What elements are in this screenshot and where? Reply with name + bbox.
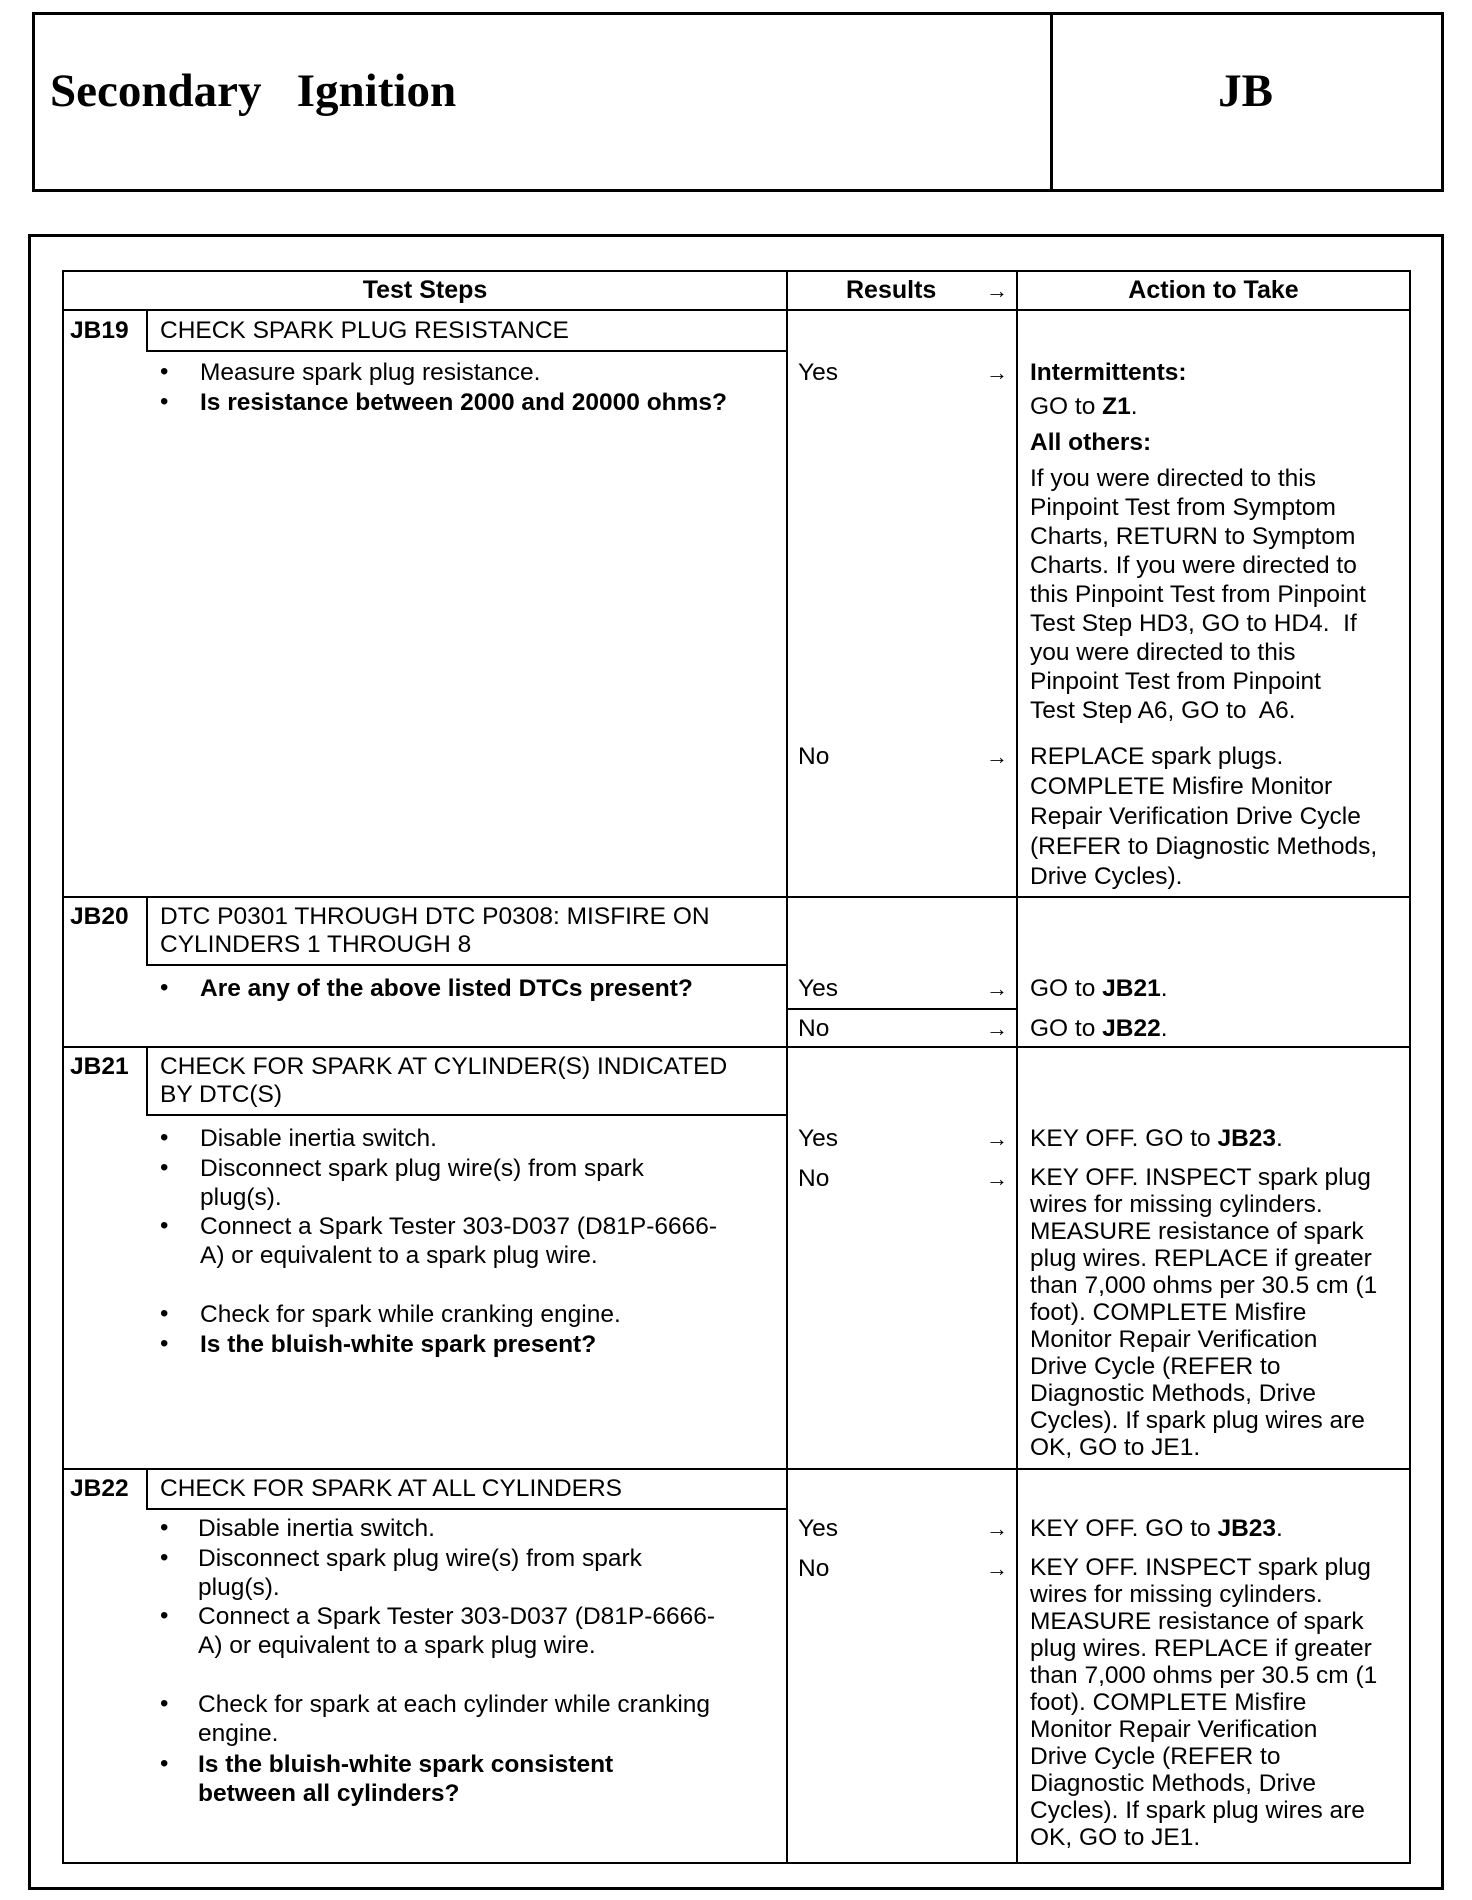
- arrow-icon: →: [986, 976, 1008, 1001]
- header-action: Action to Take: [1128, 276, 1299, 304]
- result-no: No: [798, 1165, 830, 1192]
- bullet: •: [160, 1154, 169, 1181]
- step-id-jb19: JB19: [70, 317, 129, 344]
- action-text: KEY OFF. INSPECT spark plug wires for missing cylinders. MEASURE resistance of spark plug wires. REPLACE if greater than 7,000 ohms per 30.5 cm (1 foot). COMPLETE Misfire Monitor Repair Verification Drive Cycle (REFER to Diagnostic Methods, Drive Cycles). If spark plug wires are OK, GO to JE1.: [1030, 1554, 1378, 1851]
- step-title-jb22: CHECK FOR SPARK AT ALL CYLINDERS: [160, 1475, 623, 1502]
- step-title-jb19: CHECK SPARK PLUG RESISTANCE: [160, 317, 569, 344]
- action-text: GO to JB21.: [1030, 975, 1168, 1002]
- bullet: •: [160, 1330, 169, 1357]
- action-text: KEY OFF. GO to JB23.: [1030, 1125, 1283, 1152]
- step-title-jb20: DTC P0301 THROUGH DTC P0308: MISFIRE ON: [160, 903, 710, 930]
- action-text: GO to JB22.: [1030, 1015, 1168, 1042]
- bullet: •: [160, 1690, 169, 1717]
- result-no: No: [798, 1555, 830, 1582]
- step-bullet: Check for spark at each cylinder while cranking engine.: [198, 1691, 711, 1747]
- page-title: Secondary Ignition: [50, 65, 457, 117]
- bullet: •: [160, 1544, 169, 1571]
- arrow-icon: →: [986, 1166, 1008, 1191]
- step-bullet: Connect a Spark Tester 303-D037 (D81P-6666-A) or equivalent to a spark plug wire.: [200, 1213, 718, 1269]
- header-results: Results: [846, 276, 937, 304]
- bullet: •: [160, 388, 169, 415]
- action-text: If you were directed to this Pinpoint Test from Symptom Charts, RETURN to Symptom Charts. If you were directed to this Pinpoint Test from Pinpoint Test Step HD3, GO to HD4. If you were directed to this Pinpoint Test from Pinpoint Test Step A6, GO to A6.: [1030, 465, 1366, 724]
- bullet: •: [160, 358, 169, 385]
- step-id-jb21: JB21: [70, 1053, 129, 1080]
- arrow-icon: →: [986, 1516, 1008, 1541]
- result-yes: Yes: [798, 359, 838, 386]
- arrow-icon: →: [986, 360, 1008, 385]
- step-title-jb21-line2: BY DTC(S): [160, 1081, 283, 1108]
- step-question: Is resistance between 2000 and 20000 ohms?: [200, 389, 728, 416]
- action-heading: All others:: [1030, 429, 1152, 456]
- action-goto: GO to Z1.: [1030, 393, 1138, 420]
- action-text: KEY OFF. INSPECT spark plug wires for missing cylinders. MEASURE resistance of spark plug wires. REPLACE if greater than 7,000 ohms per 30.5 cm (1 foot). COMPLETE Misfire Monitor Repair Verification Drive Cycle (REFER to Diagnostic Methods, Drive Cycles). If spark plug wires are OK, GO to JE1.: [1030, 1164, 1378, 1461]
- step-title-jb20-line2: CYLINDERS 1 THROUGH 8: [160, 931, 472, 958]
- bullet: •: [160, 1124, 169, 1151]
- result-yes: Yes: [798, 1515, 838, 1542]
- step-bullet: Check for spark while cranking engine.: [200, 1301, 621, 1328]
- step-question: Are any of the above listed DTCs present?: [200, 975, 693, 1002]
- section-code: JB: [1218, 65, 1273, 117]
- bullet: •: [160, 1602, 169, 1629]
- arrow-icon: →: [986, 1016, 1008, 1041]
- step-bullet: Disconnect spark plug wire(s) from spark plug(s).: [200, 1155, 644, 1211]
- step-bullet: Disable inertia switch.: [198, 1515, 435, 1542]
- bullet: •: [160, 1300, 169, 1327]
- arrow-icon: →: [986, 744, 1008, 769]
- step-bullet: Disconnect spark plug wire(s) from spark plug(s).: [198, 1545, 642, 1601]
- header-arrow: →: [986, 278, 1008, 303]
- arrow-icon: →: [986, 1126, 1008, 1151]
- step-question: Is the bluish-white spark consistent between all cylinders?: [198, 1751, 614, 1807]
- action-text: REPLACE spark plugs. COMPLETE Misfire Monitor Repair Verification Drive Cycle (REFER to Diagnostic Methods, Drive Cycles).: [1030, 743, 1378, 890]
- result-no: No: [798, 743, 830, 770]
- bullet: •: [160, 1212, 169, 1239]
- result-yes: Yes: [798, 1125, 838, 1152]
- arrow-icon: →: [986, 1556, 1008, 1581]
- action-heading: Intermittents:: [1030, 359, 1187, 386]
- header-test-steps: Test Steps: [362, 276, 488, 304]
- bullet: •: [160, 1514, 169, 1541]
- bullet: •: [160, 1750, 169, 1777]
- step-bullet: Connect a Spark Tester 303-D037 (D81P-6666-A) or equivalent to a spark plug wire.: [198, 1603, 716, 1659]
- result-no: No: [798, 1015, 830, 1042]
- bullet: •: [160, 974, 169, 1001]
- step-bullet: Measure spark plug resistance.: [200, 359, 541, 386]
- step-id-jb20: JB20: [70, 903, 129, 930]
- step-bullet: Disable inertia switch.: [200, 1125, 437, 1152]
- action-text: KEY OFF. GO to JB23.: [1030, 1515, 1283, 1542]
- step-id-jb22: JB22: [70, 1475, 129, 1502]
- step-title-jb21: CHECK FOR SPARK AT CYLINDER(S) INDICATED: [160, 1053, 728, 1080]
- step-question: Is the bluish-white spark present?: [200, 1331, 597, 1358]
- result-yes: Yes: [798, 975, 838, 1002]
